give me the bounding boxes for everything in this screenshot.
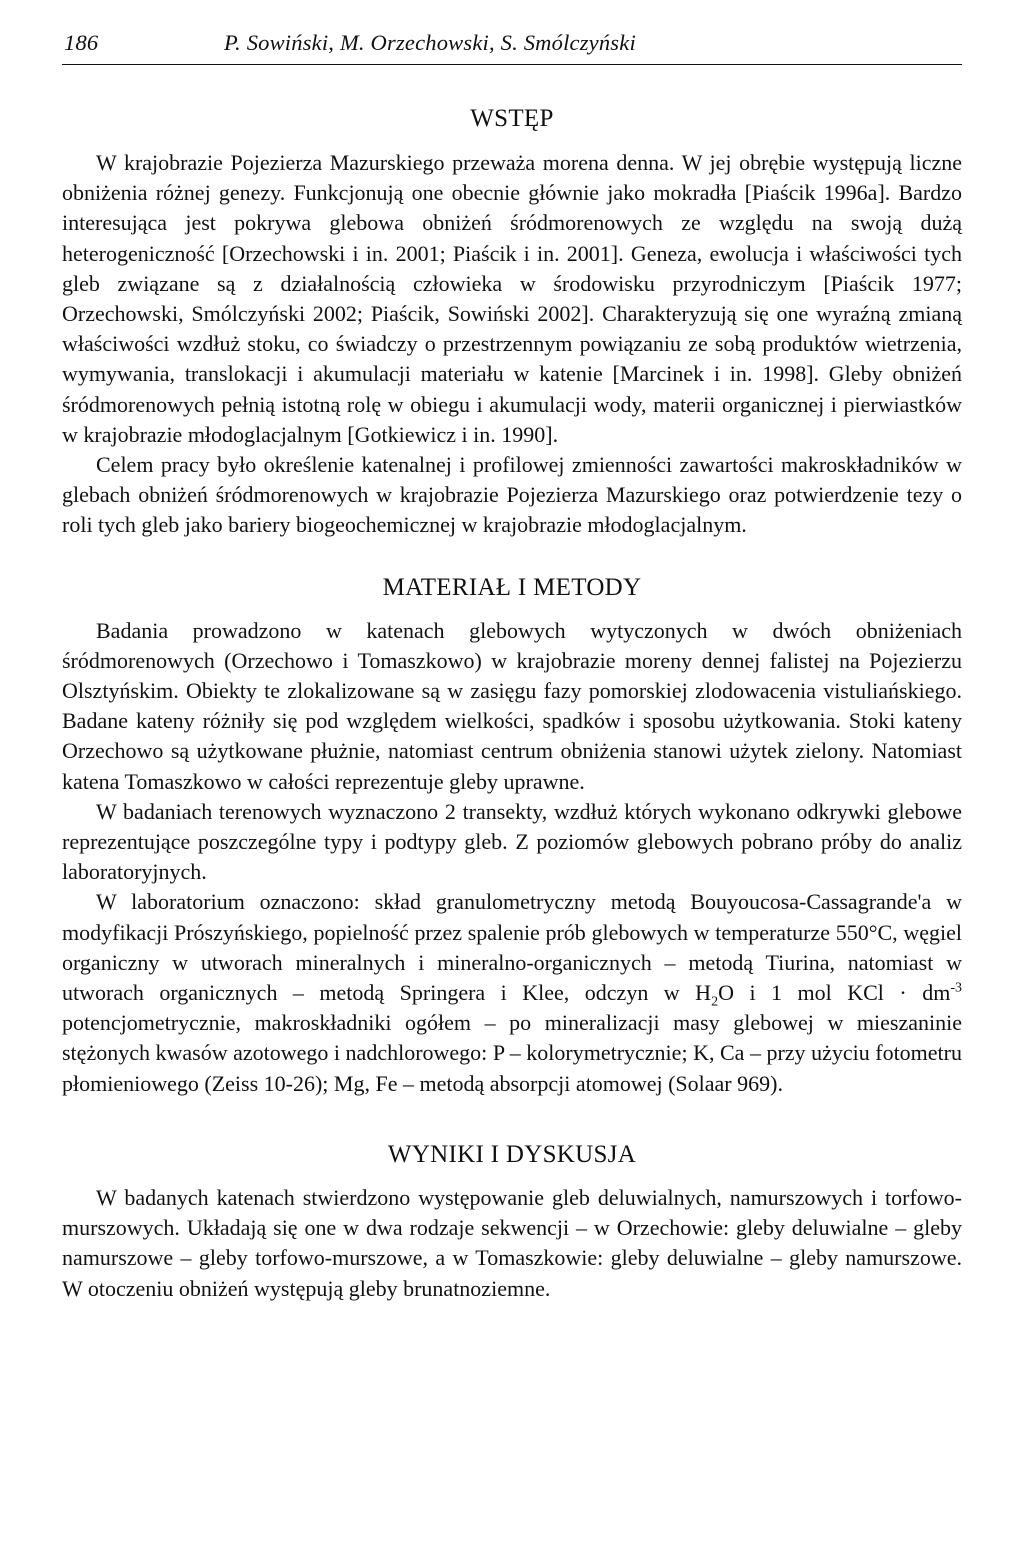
superscript-minus-three: -3 [950,980,963,996]
running-header [62,30,962,65]
paragraph-material-3-part-a: W laboratorium oznaczono: skład granulometryczny metodą Bouyoucosa-Cassagrande'a w modyfikacji Prószyńskiego, popielność przez spalenie prób glebowych w temperaturze 550°C, węgiel organiczny w utworach mineralnych i mineralno-organicznych – metodą Tiurina, natomiast w utworach organicznych – metodą Springera i Klee, odczyn w H [62,889,962,1006]
page-number: 186 [64,30,99,55]
paragraph-wyniki-1: W badanych katenach stwierdzono występowanie gleb deluwialnych, namurszowych i torfowo-murszowych. Układają się one w dwa rodzaje sekwencji – w Orzechowie: gleby deluwialne – gleby namurszowe – gleby torfowo-murszowe, a w Tomaszkowie: gleby deluwialne – gleby namurszowe. W otoczeniu obniżeń występują gleby brunatnoziemne. [62,1184,962,1301]
paragraph-wstep-2: Celem pracy było określenie katenalnej i profilowej zmienności zawartości makroskładników w glebach obniżeń śródmorenowych w krajobrazie Pojezierza Mazurskiego oraz potwierdzenie tezy o roli tych gleb jako bariery biogeochemicznej w krajobrazie młodoglacjalnym. [62,452,962,538]
paragraph-material-1: Badania prowadzono w katenach glebowych wytyczonych w dwóch obniżeniach śródmorenowych (Orzechowo i Tomaszkowo) w krajobrazie moreny dennej falistej na Pojezierzu Olsztyńskim. Obiekty te zlokalizowane są w zasięgu fazy pomorskiej zlodowacenia vistuliańskiego. Badane kateny różniły się pod względem wielkości, spadków i sposobu użytkowania. Stoki kateny Orzechowo są użytkowane płużnie, natomiast centrum obniżenia stanowi użytek zielony. Natomiast katena Tomaszkowo w całości reprezentuje gleby uprawne. [62,617,962,794]
paragraph-material-3-part-c: potencjometrycznie, makroskładniki ogółem – po mineralizacji masy glebowej w mieszaninie stężonych kwasów azotowego i nadchlorowego: P – kolorymetrycznie; K, Ca – przy użyciu fotometru płomieniowego (Zeiss 10-26); Mg, Fe – metodą absorpcji atomowej (Solaar 969). [62,1010,962,1096]
section-heading-material: MATERIAŁ I METODY [382,573,642,601]
paragraph-material-3-part-b: O i 1 mol KCl · dm [718,980,951,1006]
paragraph-wstep-1: W krajobrazie Pojezierza Mazurskiego przeważa morena denna. W jej obrębie występują liczne obniżenia różnej genezy. Funkcjonują one obecnie głównie jako mokradła [Piaścik 1996a]. Bardzo interesująca jest pokrywa glebowa obniżeń śródmorenowych ze względu na swoją dużą heterogeniczność [Orzechowski i in. 2001; Piaścik i in. 2001]. Geneza, ewolucja i właściwości tych gleb związane są z działalnością człowieka w środowisku przyrodniczym [Piaścik 1977; Orzechowski, Smólczyński 2002; Piaścik, Sowiński 2002]. Charakteryzują się one wyraźną zmianą właściwości wzdłuż stoku, co świadczy o przestrzennym powiązaniu ze sobą produktów wietrzenia, wymywania, translokacji i akumulacji materiału w katenie [Marcinek i in. 1998]. Gleby obniżeń śródmorenowych pełnią istotną rolę w obiegu i akumulacji wody, materii organicznej i pierwiastków w krajobrazie młodoglacjalnym [Gotkiewicz i in. 1990]. [62,150,962,447]
section-heading-wyniki: WYNIKI I DYSKUSJA [387,1140,637,1168]
paragraph-material-2: W badaniach terenowych wyznaczono 2 transekty, wzdłuż których wykonano odkrywki glebowe reprezentujące poszczególne typy i podtypy gleb. Z poziomów glebowych pobrano próby do analiz laboratoryjnych. [62,798,962,885]
section-heading-wstep: WSTĘP [470,105,554,132]
running-authors: P. Sowiński, M. Orzechowski, S. Smólczyński [224,30,636,55]
paragraph-material-3 [62,887,962,1098]
subscript-two: 2 [711,994,719,1010]
